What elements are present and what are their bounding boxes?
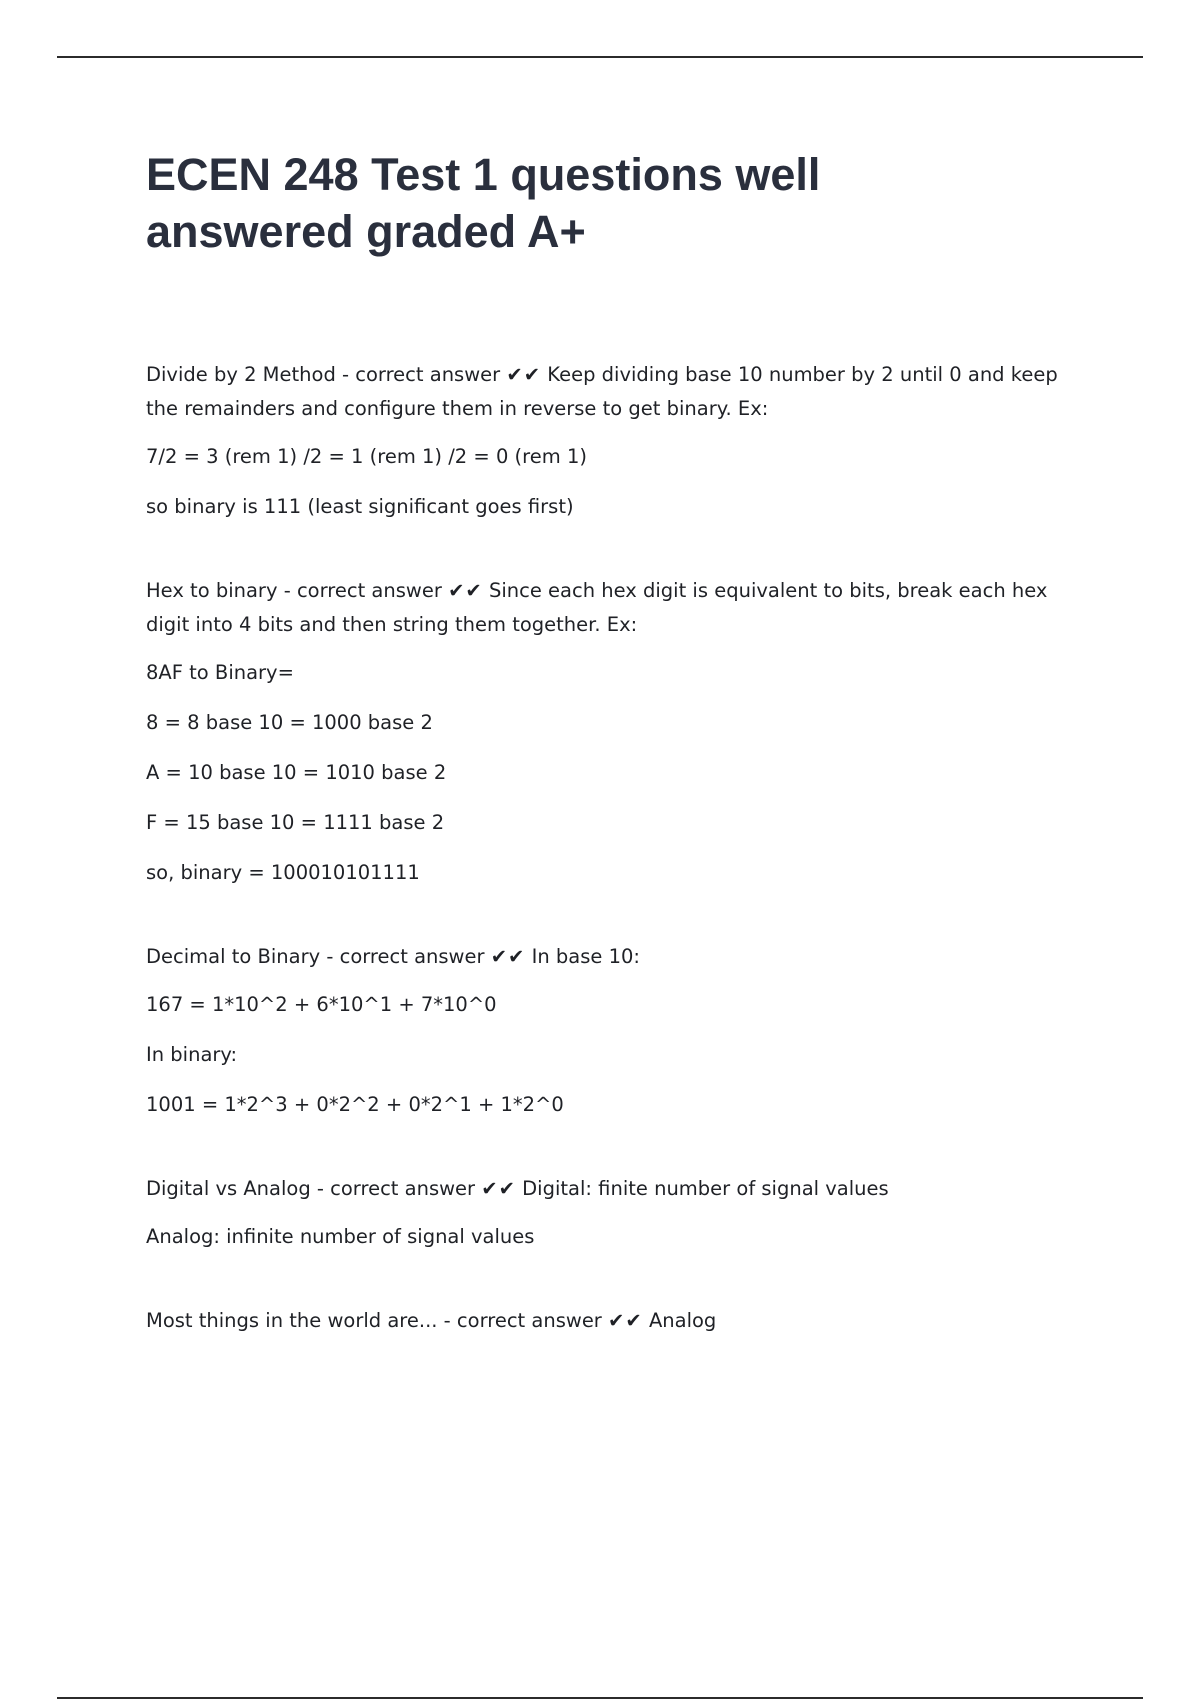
qa-entry bbox=[146, 940, 1086, 1122]
qa-answer: Keep dividing base 10 number by 2 until 0 and keep the remainders and configure them in reverse to get binary. Ex: bbox=[146, 363, 1058, 420]
qa-detail-line: A = 10 base 10 = 1010 base 2 bbox=[146, 761, 447, 784]
qa-detail-line: 167 = 1*10^2 + 6*10^1 + 7*10^0 bbox=[146, 993, 497, 1016]
document-title: ECEN 248 Test 1 questions well answered graded A+ bbox=[146, 149, 821, 257]
qa-answer: Since each hex digit is equivalent to bits, break each hex digit into 4 bits and then string them together. Ex: bbox=[146, 579, 1048, 636]
qa-marker: correct answer bbox=[296, 579, 442, 602]
document-body bbox=[146, 146, 1086, 1388]
qa-question-line: Hex to binary - correct answer ✔✔ Since each hex digit is equivalent to bits, break each hex digit into 4 bits and then string them together. Ex: bbox=[146, 579, 1048, 636]
qa-detail-line: 1001 = 1*2^3 + 0*2^2 + 0*2^1 + 1*2^0 bbox=[146, 1093, 564, 1116]
checkmark-icon: ✔✔ bbox=[490, 945, 526, 968]
checkmark-icon: ✔✔ bbox=[506, 363, 542, 386]
qa-detail-line: Analog: infinite number of signal values bbox=[146, 1225, 535, 1248]
qa-question-line: Divide by 2 Method - correct answer ✔✔ Keep dividing base 10 number by 2 until 0 and keep the remainders and configure them in reverse to get binary. Ex: bbox=[146, 363, 1058, 420]
qa-term: Most things in the world are... bbox=[146, 1309, 438, 1332]
qa-question-line: Decimal to Binary - correct answer ✔✔ In base 10: bbox=[146, 945, 640, 968]
qa-detail-line: 7/2 = 3 (rem 1) /2 = 1 (rem 1) /2 = 0 (rem 1) bbox=[146, 445, 587, 468]
checkmark-icon: ✔✔ bbox=[608, 1309, 643, 1332]
qa-entry bbox=[146, 1304, 1086, 1338]
qa-detail-line: 8AF to Binary= bbox=[146, 661, 294, 684]
qa-list bbox=[146, 358, 1086, 1338]
qa-entry bbox=[146, 358, 1086, 524]
qa-detail-line: so, binary = 100010101111 bbox=[146, 861, 420, 884]
qa-marker: correct answer bbox=[355, 363, 501, 386]
qa-entry bbox=[146, 574, 1086, 890]
bottom-divider bbox=[57, 1697, 1143, 1699]
qa-term: Digital vs Analog bbox=[146, 1177, 311, 1200]
qa-answer: In base 10: bbox=[531, 945, 640, 968]
qa-entry bbox=[146, 1172, 1086, 1254]
qa-detail-line: In binary: bbox=[146, 1043, 238, 1066]
qa-detail-line: 8 = 8 base 10 = 1000 base 2 bbox=[146, 711, 433, 734]
qa-marker: correct answer bbox=[339, 945, 485, 968]
qa-term: Divide by 2 Method bbox=[146, 363, 336, 386]
checkmark-icon: ✔✔ bbox=[448, 579, 483, 602]
qa-detail-line: F = 15 base 10 = 1111 base 2 bbox=[146, 811, 445, 834]
qa-term: Decimal to Binary bbox=[146, 945, 321, 968]
qa-marker: correct answer bbox=[330, 1177, 476, 1200]
qa-answer: Analog bbox=[648, 1309, 717, 1332]
qa-marker: correct answer bbox=[456, 1309, 602, 1332]
qa-detail-line: so binary is 111 (least significant goes first) bbox=[146, 495, 574, 518]
qa-answer: Digital: finite number of signal values bbox=[522, 1177, 889, 1200]
qa-term: Hex to binary bbox=[146, 579, 278, 602]
top-divider bbox=[57, 56, 1143, 58]
qa-question-line: Most things in the world are... - correct answer ✔✔ Analog bbox=[146, 1309, 717, 1332]
qa-question-line: Digital vs Analog - correct answer ✔✔ Digital: finite number of signal values bbox=[146, 1177, 889, 1200]
checkmark-icon: ✔✔ bbox=[481, 1177, 516, 1200]
